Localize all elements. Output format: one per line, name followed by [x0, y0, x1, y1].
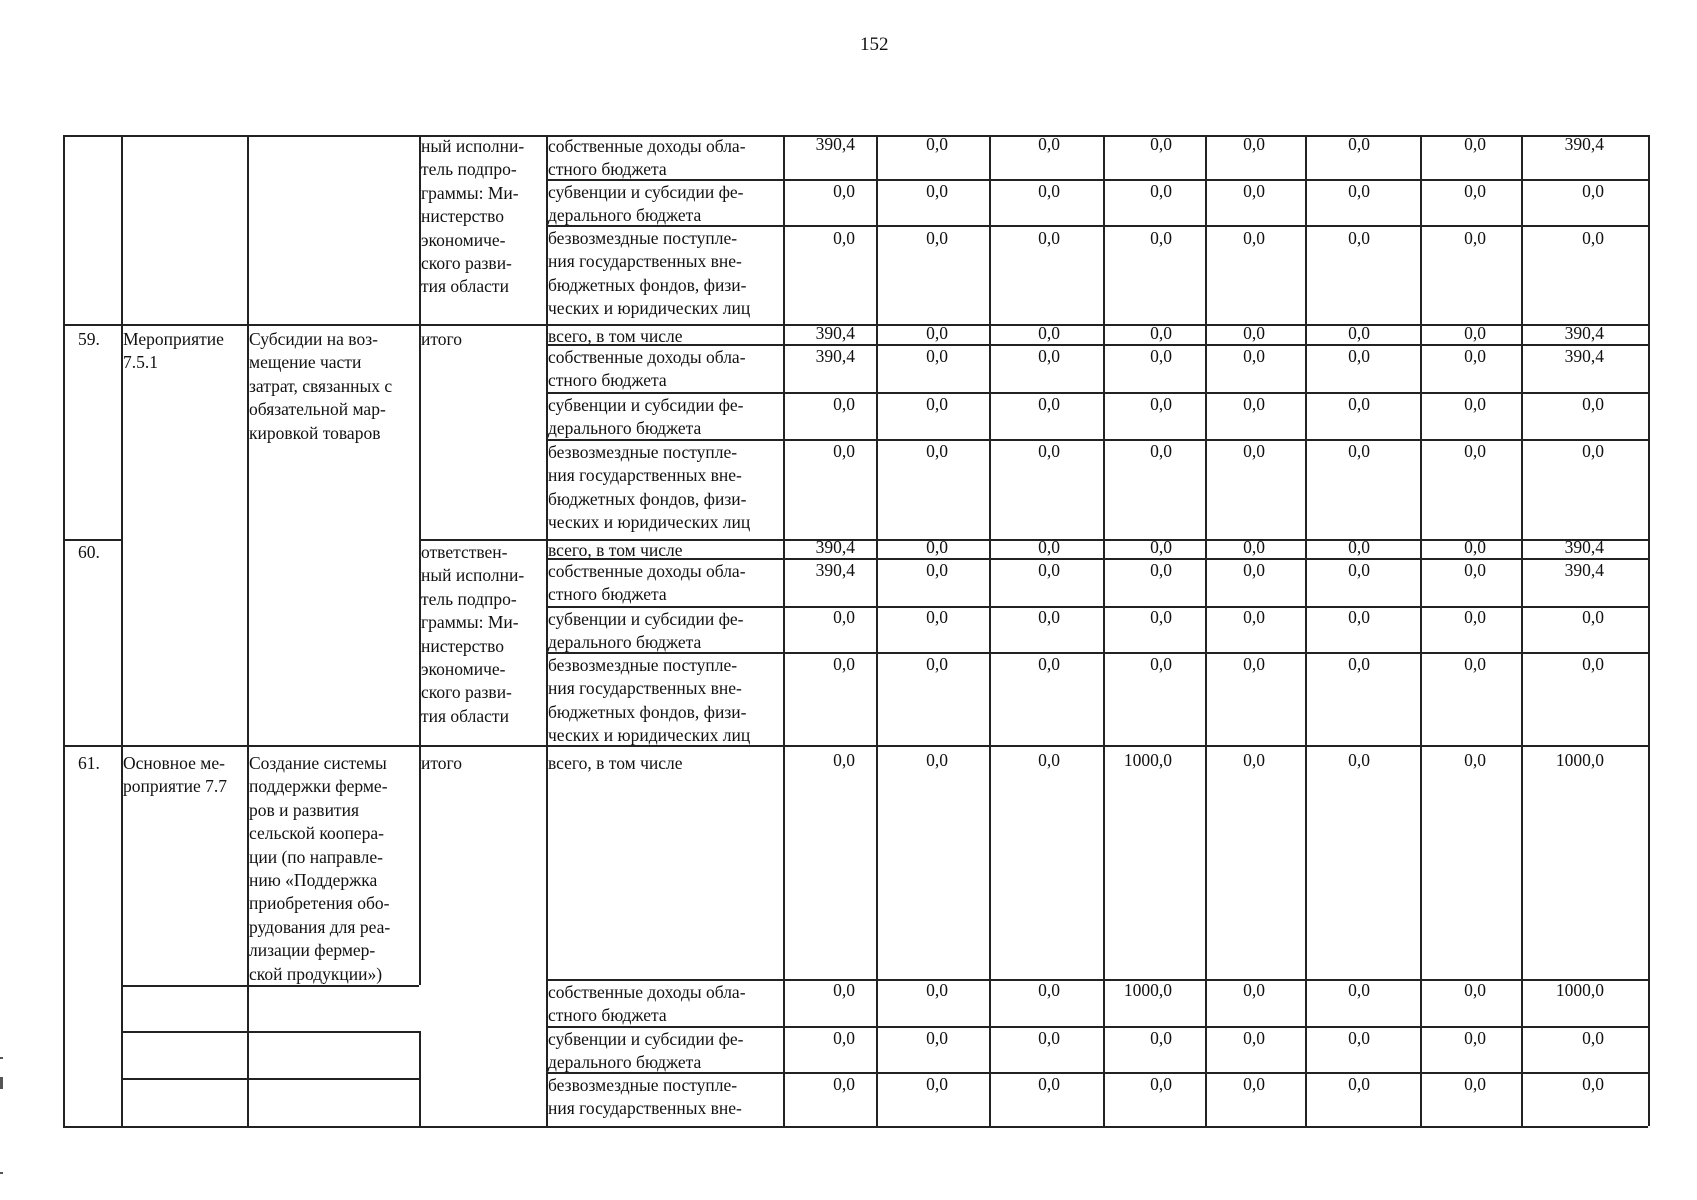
- value-cell: 390,4: [1564, 323, 1604, 343]
- source-label: ческих и юридических лиц: [548, 512, 751, 533]
- executor-label: нистерство: [421, 635, 504, 656]
- table-rule-v: [876, 135, 878, 1126]
- value-cell: 0,0: [1348, 654, 1370, 674]
- measure-description: Создание системы: [249, 753, 387, 773]
- value-cell: 0,0: [1243, 750, 1265, 770]
- measure-name: роприятие 7.7: [123, 776, 228, 797]
- table-rule-v: [63, 135, 65, 1126]
- value-cell: 0,0: [926, 1074, 948, 1094]
- executor-label: граммы: Ми-: [421, 182, 519, 203]
- value-cell: 0,0: [1464, 394, 1486, 414]
- value-cell: 0,0: [1582, 394, 1604, 414]
- value-cell: 0,0: [1464, 1028, 1486, 1048]
- value-cell: 0,0: [1038, 750, 1060, 770]
- value-cell: 0,0: [1038, 537, 1060, 557]
- table-rule-h: [121, 1078, 419, 1080]
- executor-label: тель подпро-: [421, 159, 517, 180]
- value-cell: 0,0: [1038, 980, 1060, 1000]
- value-cell: 0,0: [1150, 181, 1172, 201]
- page-number: 152: [860, 34, 889, 55]
- value-cell: 0,0: [1348, 394, 1370, 414]
- value-cell: 0,0: [1243, 654, 1265, 674]
- value-cell: 0,0: [1464, 1074, 1486, 1094]
- table-rule-h: [63, 745, 1648, 747]
- value-cell: 0,0: [1348, 346, 1370, 366]
- source-label: дерального бюджета: [548, 205, 702, 226]
- value-cell: 0,0: [1150, 654, 1172, 674]
- source-label: стного бюджета: [548, 370, 667, 391]
- table-rule-h: [121, 1031, 419, 1033]
- source-label: безвозмездные поступле-: [548, 1075, 738, 1095]
- value-cell: 0,0: [926, 134, 948, 154]
- source-label: безвозмездные поступле-: [548, 228, 738, 248]
- executor-label: ответствен-: [421, 542, 508, 562]
- value-cell: 0,0: [1150, 394, 1172, 414]
- value-cell: 0,0: [926, 441, 948, 461]
- value-cell: 0,0: [1150, 1074, 1172, 1094]
- source-label: безвозмездные поступле-: [548, 655, 738, 675]
- value-cell: 0,0: [833, 654, 855, 674]
- value-cell: 0,0: [1348, 607, 1370, 627]
- value-cell: 0,0: [926, 181, 948, 201]
- table-rule-v: [419, 1031, 421, 1126]
- value-cell: 0,0: [1243, 980, 1265, 1000]
- value-cell: 0,0: [1582, 441, 1604, 461]
- value-cell: 0,0: [1348, 980, 1370, 1000]
- value-cell: 0,0: [1464, 134, 1486, 154]
- value-cell: 0,0: [1348, 134, 1370, 154]
- source-label: бюджетных фондов, физи-: [548, 701, 747, 722]
- value-cell: 390,4: [815, 346, 855, 366]
- measure-description: сельской коопера-: [249, 823, 384, 844]
- value-cell: 0,0: [1348, 560, 1370, 580]
- value-cell: 0,0: [1150, 134, 1172, 154]
- value-cell: 0,0: [1348, 323, 1370, 343]
- source-label: ния государственных вне-: [548, 1098, 742, 1119]
- measure-description: мещение части: [249, 352, 362, 373]
- table-rule-v: [1420, 135, 1422, 1126]
- value-cell: 0,0: [1243, 134, 1265, 154]
- value-cell: 390,4: [815, 323, 855, 343]
- value-cell: 390,4: [815, 537, 855, 557]
- value-cell: 0,0: [926, 980, 948, 1000]
- value-cell: 390,4: [815, 134, 855, 154]
- value-cell: 0,0: [1464, 560, 1486, 580]
- row-number: 60.: [78, 542, 100, 562]
- measure-description: ров и развития: [249, 799, 359, 820]
- executor-label: итого: [421, 753, 463, 773]
- value-cell: 0,0: [1464, 441, 1486, 461]
- measure-description: кировкой товаров: [249, 422, 381, 443]
- value-cell: 0,0: [833, 228, 855, 248]
- value-cell: 0,0: [1150, 607, 1172, 627]
- value-cell: 390,4: [1564, 134, 1604, 154]
- source-label: всего, в том числе: [548, 753, 683, 773]
- table-rule-v: [1305, 135, 1307, 1126]
- value-cell: 0,0: [1582, 1028, 1604, 1048]
- scan-mark: [0, 1172, 3, 1174]
- source-label: всего, в том числе: [548, 326, 683, 346]
- value-cell: 0,0: [833, 980, 855, 1000]
- scan-mark: [0, 1077, 3, 1089]
- table-rule-h: [63, 1126, 1648, 1128]
- measure-description: поддержки фермe-: [249, 776, 388, 797]
- source-label: стного бюджета: [548, 159, 667, 180]
- source-label: безвозмездные поступле-: [548, 442, 738, 462]
- measure-description: ской продукции»): [249, 963, 383, 984]
- value-cell: 0,0: [1243, 346, 1265, 366]
- value-cell: 0,0: [926, 560, 948, 580]
- executor-label: ный исполни-: [421, 136, 525, 156]
- value-cell: 0,0: [1348, 1074, 1370, 1094]
- value-cell: 390,4: [815, 560, 855, 580]
- value-cell: 0,0: [1243, 560, 1265, 580]
- source-label: бюджетных фондов, физи-: [548, 488, 747, 509]
- value-cell: 0,0: [1038, 228, 1060, 248]
- table-rule-v: [1521, 135, 1523, 1126]
- source-label: ния государственных вне-: [548, 678, 742, 699]
- value-cell: 0,0: [926, 228, 948, 248]
- value-cell: 0,0: [1464, 537, 1486, 557]
- value-cell: 1000,0: [1555, 980, 1604, 1000]
- measure-name: Мероприятие: [123, 329, 224, 349]
- measure-description: обязательной мар-: [249, 399, 386, 420]
- source-label: собственные доходы обла-: [548, 561, 746, 581]
- value-cell: 0,0: [1582, 228, 1604, 248]
- value-cell: 390,4: [1564, 537, 1604, 557]
- value-cell: 0,0: [833, 181, 855, 201]
- value-cell: 0,0: [1150, 537, 1172, 557]
- value-cell: 0,0: [1348, 1028, 1370, 1048]
- value-cell: 0,0: [1150, 228, 1172, 248]
- source-label: дерального бюджета: [548, 418, 702, 439]
- table-rule-v: [1205, 135, 1207, 1126]
- value-cell: 0,0: [1038, 560, 1060, 580]
- value-cell: 0,0: [833, 441, 855, 461]
- value-cell: 0,0: [833, 1074, 855, 1094]
- row-number: 59.: [78, 329, 100, 349]
- source-label: субвенции и субсидии фе-: [548, 182, 744, 202]
- executor-label: нистерство: [421, 206, 504, 227]
- value-cell: 0,0: [1464, 750, 1486, 770]
- row-number: 61.: [78, 753, 100, 773]
- source-label: собственные доходы обла-: [548, 347, 746, 367]
- value-cell: 0,0: [926, 1028, 948, 1048]
- value-cell: 0,0: [1038, 1074, 1060, 1094]
- value-cell: 0,0: [1348, 228, 1370, 248]
- table-rule-v: [1103, 135, 1105, 1126]
- value-cell: 0,0: [1243, 1074, 1265, 1094]
- value-cell: 0,0: [1038, 394, 1060, 414]
- executor-label: экономиче-: [421, 229, 506, 250]
- value-cell: 1000,0: [1555, 750, 1604, 770]
- measure-description: лизации фермер-: [249, 940, 376, 961]
- value-cell: 0,0: [926, 750, 948, 770]
- executor-label: итого: [421, 329, 463, 349]
- value-cell: 0,0: [1582, 181, 1604, 201]
- executor-label: ского разви-: [421, 682, 512, 703]
- value-cell: 0,0: [833, 394, 855, 414]
- measure-name: 7.5.1: [123, 352, 158, 373]
- value-cell: 0,0: [1038, 134, 1060, 154]
- source-label: субвенции и субсидии фе-: [548, 395, 744, 415]
- executor-label: ского разви-: [421, 253, 512, 273]
- value-cell: 0,0: [1464, 228, 1486, 248]
- value-cell: 0,0: [1038, 181, 1060, 201]
- executor-label: экономиче-: [421, 659, 506, 679]
- value-cell: 0,0: [1038, 1028, 1060, 1048]
- table-rule-v: [1648, 135, 1650, 1126]
- value-cell: 0,0: [1038, 654, 1060, 674]
- source-label: собственные доходы обла-: [548, 982, 746, 1002]
- value-cell: 0,0: [1464, 323, 1486, 343]
- value-cell: 0,0: [1243, 537, 1265, 557]
- source-label: ческих и юридических лиц: [548, 725, 751, 746]
- source-label: дерального бюджета: [548, 1052, 702, 1073]
- value-cell: 0,0: [1243, 181, 1265, 201]
- source-label: ния государственных вне-: [548, 251, 742, 272]
- value-cell: 0,0: [1348, 181, 1370, 201]
- value-cell: 0,0: [1348, 750, 1370, 770]
- value-cell: 0,0: [1464, 980, 1486, 1000]
- value-cell: 0,0: [1038, 441, 1060, 461]
- measure-name: Основное ме-: [123, 753, 225, 773]
- value-cell: 0,0: [1243, 1028, 1265, 1048]
- value-cell: 0,0: [1464, 181, 1486, 201]
- value-cell: 0,0: [1038, 346, 1060, 366]
- value-cell: 0,0: [1038, 323, 1060, 343]
- executor-label: ный исполни-: [421, 565, 525, 586]
- source-label: дерального бюджета: [548, 632, 702, 653]
- value-cell: 0,0: [926, 323, 948, 343]
- source-label: собственные доходы обла-: [548, 136, 746, 156]
- value-cell: 0,0: [1464, 607, 1486, 627]
- table-rule-v: [121, 135, 123, 1126]
- value-cell: 0,0: [926, 394, 948, 414]
- value-cell: 0,0: [1582, 654, 1604, 674]
- value-cell: 1000,0: [1123, 750, 1172, 770]
- measure-description: приобретения обо-: [249, 893, 390, 914]
- value-cell: 0,0: [1038, 607, 1060, 627]
- value-cell: 0,0: [833, 607, 855, 627]
- value-cell: 0,0: [1348, 441, 1370, 461]
- value-cell: 0,0: [1150, 560, 1172, 580]
- value-cell: 0,0: [1348, 537, 1370, 557]
- value-cell: 0,0: [926, 607, 948, 627]
- source-label: бюджетных фондов, физи-: [548, 274, 747, 295]
- value-cell: 390,4: [1564, 346, 1604, 366]
- value-cell: 0,0: [1243, 228, 1265, 248]
- source-label: ния государственных вне-: [548, 465, 742, 486]
- value-cell: 0,0: [1582, 1074, 1604, 1094]
- value-cell: 0,0: [1243, 607, 1265, 627]
- table-rule-v: [989, 135, 991, 1126]
- scan-mark: [0, 1057, 3, 1059]
- value-cell: 0,0: [833, 1028, 855, 1048]
- source-label: субвенции и субсидии фе-: [548, 1029, 744, 1049]
- value-cell: 0,0: [1150, 441, 1172, 461]
- value-cell: 1000,0: [1123, 980, 1172, 1000]
- measure-description: затрат, связанных с: [249, 375, 393, 396]
- value-cell: 0,0: [926, 537, 948, 557]
- value-cell: 0,0: [1464, 654, 1486, 674]
- source-label: стного бюджета: [548, 1005, 667, 1026]
- measure-description: рудования для реа-: [249, 916, 391, 937]
- source-label: субвенции и субсидии фе-: [548, 609, 744, 629]
- value-cell: 0,0: [1150, 323, 1172, 343]
- source-label: ческих и юридических лиц: [548, 298, 751, 319]
- value-cell: 0,0: [926, 654, 948, 674]
- value-cell: 0,0: [1150, 346, 1172, 366]
- source-label: стного бюджета: [548, 584, 667, 605]
- value-cell: 0,0: [1243, 441, 1265, 461]
- table-rule-v: [783, 135, 785, 1126]
- value-cell: 0,0: [1243, 394, 1265, 414]
- measure-description: ции (по направле-: [249, 846, 383, 867]
- measure-description: Субсидии на воз-: [249, 329, 378, 349]
- source-label: всего, в том числе: [548, 540, 683, 560]
- value-cell: 390,4: [1564, 560, 1604, 580]
- value-cell: 0,0: [833, 750, 855, 770]
- measure-description: нию «Поддержка: [249, 870, 378, 890]
- value-cell: 0,0: [1150, 1028, 1172, 1048]
- value-cell: 0,0: [1464, 346, 1486, 366]
- executor-label: граммы: Ми-: [421, 612, 519, 633]
- value-cell: 0,0: [1243, 323, 1265, 343]
- executor-label: тель подпро-: [421, 588, 517, 609]
- value-cell: 0,0: [1582, 607, 1604, 627]
- executor-label: тия области: [421, 705, 509, 726]
- value-cell: 0,0: [926, 346, 948, 366]
- executor-label: тия области: [421, 276, 509, 297]
